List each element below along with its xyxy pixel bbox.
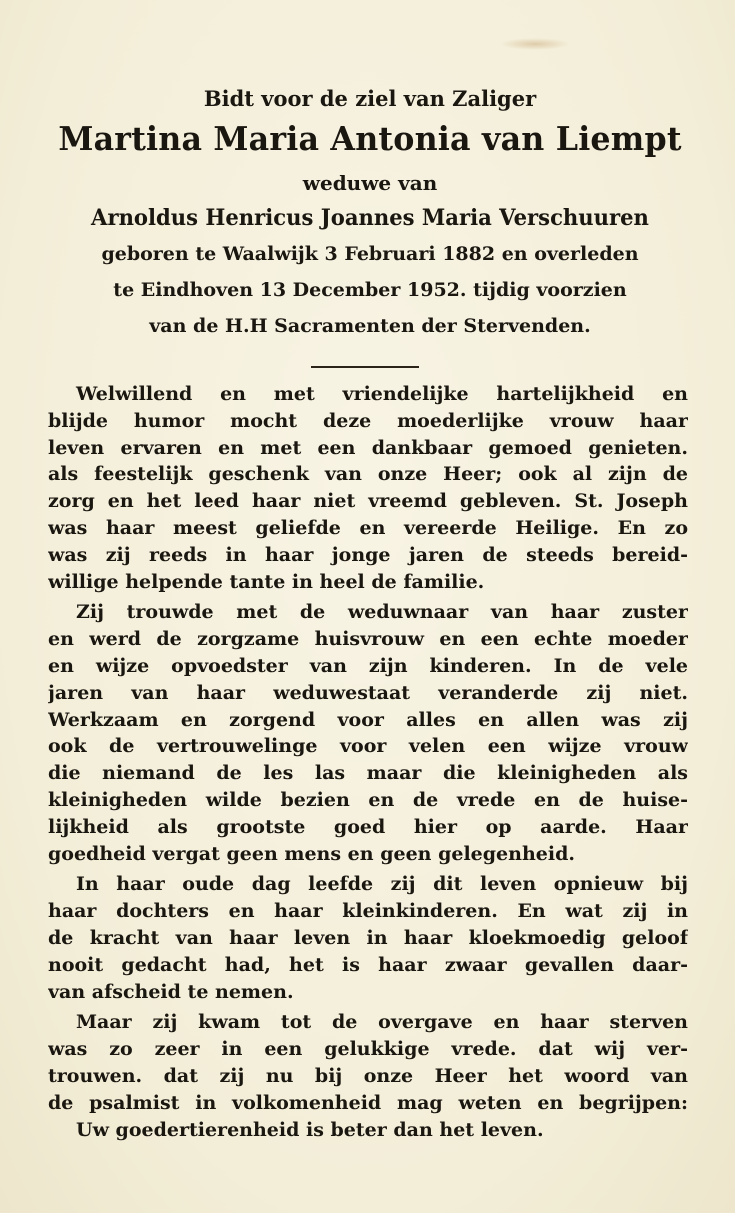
text-line: kleinigheden wilde bezien en de vrede en de huise- <box>48 788 688 811</box>
closing-quote-line: Uw goedertierenheid is beter dan het leven. <box>76 1118 544 1141</box>
text-line: lijkheid als grootste goed hier op aarde. Haar <box>48 815 688 838</box>
card-header <box>40 84 700 344</box>
text-line: zorg en het leed haar niet vreemd gebleven. St. Joseph <box>48 490 688 513</box>
text-line: willige helpende tante in heel de familie. <box>48 570 485 593</box>
text-line: ook de vertrouwelinge voor velen een wijze vrouw <box>48 735 688 758</box>
text-line: haar dochters en haar kleinkinderen. En wat zij in <box>48 900 688 923</box>
text-line: Zij trouwde met de weduwnaar van haar zuster <box>76 601 688 624</box>
text-line: goedheid vergat geen mens en geen gelegenheid. <box>48 842 575 865</box>
text-line: was haar meest geliefde en vereerde Heilige. En zo <box>48 516 688 539</box>
prayer-intro: Bidt voor de ziel van Zaliger <box>203 86 537 111</box>
text-line: Maar zij kwam tot de overgave en haar sterven <box>76 1011 688 1034</box>
paragraph-3 <box>48 871 688 1005</box>
paragraph-1 <box>48 381 688 595</box>
text-line: als feestelijk geschenk van onze Heer; ook al zijn de <box>48 463 688 486</box>
paragraph-4 <box>48 1009 688 1143</box>
text-line: Werkzaam en zorgend voor alles en allen was zij <box>48 708 688 731</box>
text-line: trouwen. dat zij nu bij onze Heer het woord van <box>48 1064 688 1087</box>
text-line: In haar oude dag leefde zij dit leven opnieuw bij <box>76 873 688 896</box>
text-line: leven ervaren en met een dankbaar gemoed genieten. <box>48 436 688 459</box>
text-line: en wijze opvoedster van zijn kinderen. In de vele <box>48 654 688 677</box>
paper-stain <box>500 38 570 50</box>
deceased-name: Martina Maria Antonia van Liempt <box>58 119 682 158</box>
text-line: blijde humor mocht deze moederlijke vrouw haar <box>48 409 688 432</box>
divider-rule <box>311 366 419 368</box>
sacraments-line: van de H.H Sacramenten der Stervenden. <box>149 315 591 337</box>
text-line: de kracht van haar leven in haar kloekmoedig geloof <box>48 926 688 949</box>
text-line: die niemand de les las maar die kleinigheden als <box>48 762 688 785</box>
text-line: was zo zeer in een gelukkige vrede. dat wij ver- <box>48 1038 688 1061</box>
text-line: was zij reeds in haar jonge jaren de steeds bereid- <box>48 543 688 566</box>
text-line: de psalmist in volkomenheid mag weten en begrijpen: <box>48 1091 688 1114</box>
text-line: en werd de zorgzame huisvrouw en een echte moeder <box>48 628 688 651</box>
birth-death-line: geboren te Waalwijk 3 Februari 1882 en overleden <box>101 243 639 265</box>
husband-name: Arnoldus Henricus Joannes Maria Verschuuren <box>91 205 649 231</box>
widow-of-label: weduwe van <box>302 171 438 195</box>
text-line: Welwillend en met vriendelijke hartelijkheid en <box>76 383 688 405</box>
paragraph-2 <box>48 599 688 867</box>
eulogy-text <box>48 381 688 1143</box>
text-line: nooit gedacht had, het is haar zwaar gevallen daar- <box>48 953 688 976</box>
text-line: van afscheid te nemen. <box>48 980 294 1003</box>
text-line: jaren van haar weduwestaat veranderde zij niet. <box>48 681 688 704</box>
death-place-line: te Eindhoven 13 December 1952. tijdig voorzien <box>113 279 627 301</box>
